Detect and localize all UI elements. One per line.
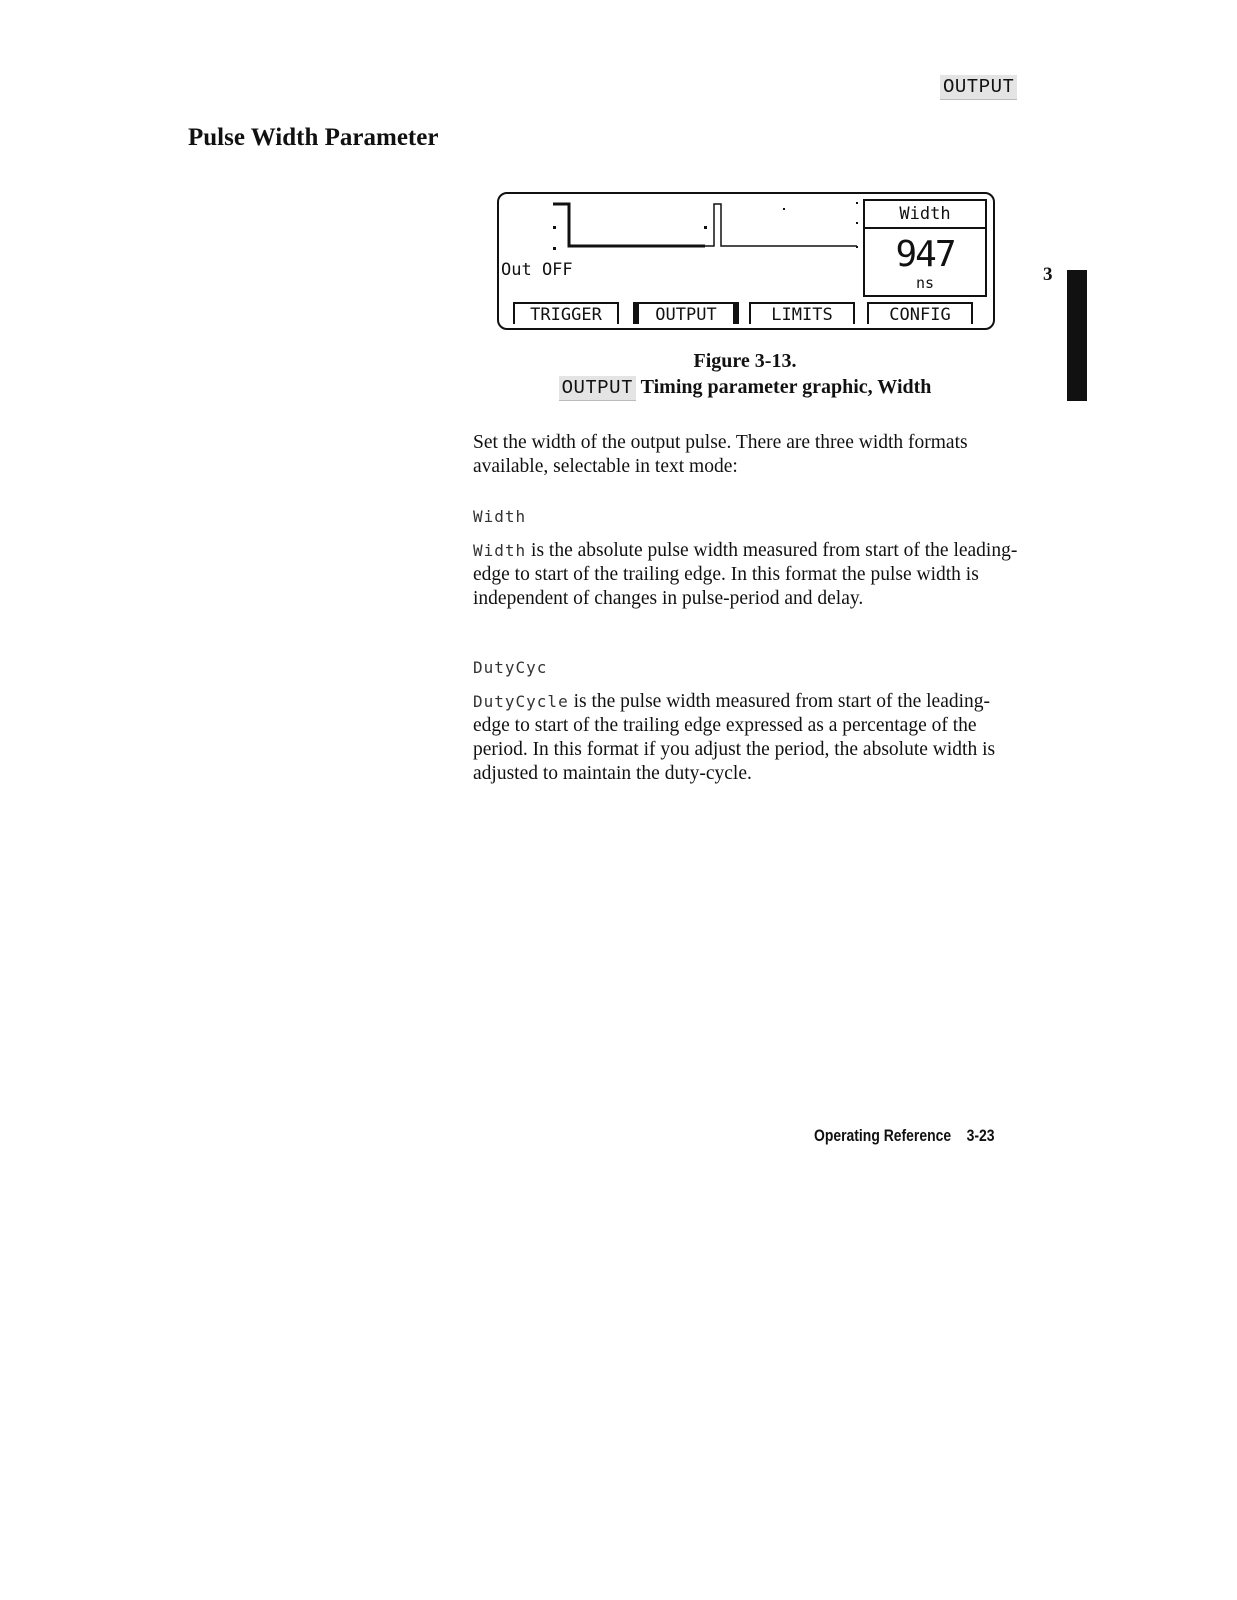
figure-number: Figure 3-13.	[693, 350, 797, 372]
intro-paragraph: Set the width of the output pulse. There are three width formats available, selectable in text mode:	[473, 432, 968, 477]
format-description-width: is the absolute pulse width measured from start of the leading-edge to start of the trailing edge. In this format the pulse width is independent of changes in pulse-period and delay.	[473, 540, 1018, 609]
format-heading-width: Width	[473, 507, 527, 526]
format-term-width: Width	[473, 541, 527, 560]
lcd-display	[497, 192, 995, 330]
footer-page-number: 3-23	[966, 1126, 995, 1145]
figure-title	[470, 376, 1020, 399]
softkey-output[interactable]: OUTPUT	[633, 302, 739, 324]
parameter-label: Width	[865, 201, 985, 229]
softkey-trigger[interactable]: TRIGGER	[513, 302, 619, 324]
figure-keycap: OUTPUT	[559, 376, 636, 401]
figure-title-text: Timing parameter graphic, Width	[640, 376, 932, 398]
format-heading-dutycyc: DutyCyc	[473, 658, 548, 677]
trailing-pulse-trace	[705, 204, 857, 246]
parameter-value: 947	[895, 234, 955, 275]
header-keycap	[940, 76, 1017, 98]
chapter-number: 3	[1043, 264, 1053, 285]
cursor-dots	[553, 202, 858, 250]
softkey-limits[interactable]: LIMITS	[749, 302, 855, 324]
leading-pulse-trace	[553, 204, 705, 246]
format-term-dutycycle: DutyCycle	[473, 692, 569, 711]
output-status: Out OFF	[501, 260, 573, 280]
softkey-row	[513, 302, 989, 326]
softkey-config[interactable]: CONFIG	[867, 302, 973, 324]
format-paragraph-dutycycle	[473, 690, 1018, 786]
format-paragraph-width	[473, 539, 1018, 611]
format-description-dutycycle: is the pulse width measured from start of the leading-edge to start of the trailing edge expressed as a percentage of the period. In this format if you adjust the period, the absolute width is adjusted to maintain the duty-cycle.	[473, 691, 996, 784]
output-keycap: OUTPUT	[940, 75, 1017, 100]
page-footer	[814, 1126, 995, 1146]
parameter-unit: ns	[915, 274, 935, 292]
footer-section: Operating Reference	[814, 1126, 952, 1145]
chapter-tab-marker	[1067, 270, 1087, 401]
parameter-box	[863, 199, 987, 297]
section-title: Pulse Width Parameter	[188, 124, 439, 151]
